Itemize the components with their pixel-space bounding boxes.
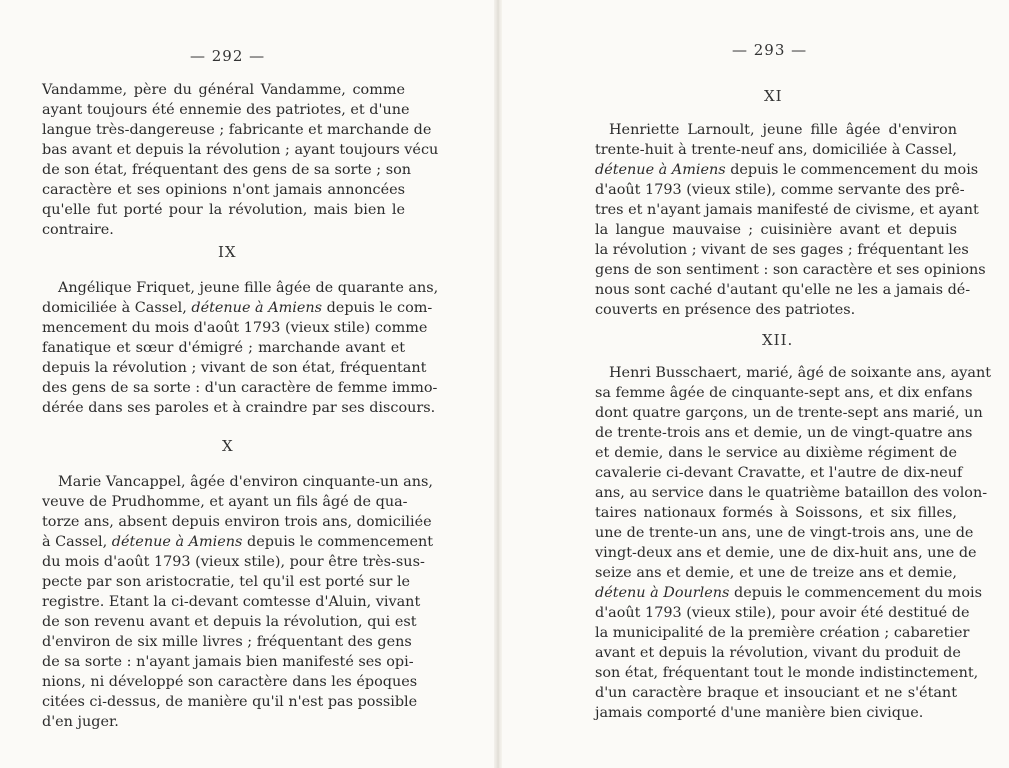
text-line: du mois d'août 1793 (vieux stile), pour être très-sus- — [42, 554, 425, 570]
text-line: depuis la révolution ; vivant de son état, fréquentant — [42, 360, 427, 376]
section-heading-xii: XII. — [762, 331, 794, 349]
text-line: contraire. — [42, 222, 114, 238]
italic-place: détenue à Amiens — [191, 300, 323, 316]
text-line: Henriette Larnoult, jeune fille âgée d'environ — [609, 122, 957, 138]
text-line: dérée dans ses paroles et à craindre par ses discours. — [42, 400, 436, 416]
text-line: détenu à Dourlens depuis le commencement du mois — [595, 585, 982, 601]
page-number-left: — 292 — — [190, 47, 266, 65]
text-line: seize ans et demie, et une de treize ans et demie, — [595, 565, 957, 581]
text-line: une de trente-un ans, une de vingt-trois ans, une de — [595, 525, 974, 541]
text-line: à Cassel, détenue à Amiens depuis le commencement — [42, 534, 434, 550]
text-line: dont quatre garçons, un de trente-sept ans marié, un — [595, 405, 983, 421]
text-line: trente-huit à trente-neuf ans, domiciliée à Cassel, — [595, 142, 958, 158]
text-line: son état, fréquentant tout le monde indistinctement, — [595, 665, 979, 681]
text-line: ans, au service dans le quatrième bataillon des volon- — [595, 485, 988, 501]
text-line: cavalerie ci-devant Cravatte, et l'autre de dix-neuf — [595, 465, 963, 481]
text-line: détenue à Amiens depuis le commencement du mois — [595, 162, 979, 178]
left-page — [0, 0, 490, 768]
right-page — [500, 0, 1009, 768]
text-line: caractère et ses opinions n'ont jamais annoncées — [42, 182, 405, 198]
text-line: des gens de sa sorte : d'un caractère de femme immo- — [42, 380, 438, 396]
text-line: citées ci-dessus, de manière qu'il n'est pas possible — [42, 694, 418, 710]
text-line: de son revenu avant et depuis la révolution, qui est — [42, 614, 417, 630]
text-line: domiciliée à Cassel, détenue à Amiens depuis le com- — [42, 300, 433, 316]
text-line: avant et depuis la révolution, vivant du produit de — [595, 645, 961, 661]
text-line: couverts en présence des patriotes. — [595, 302, 856, 318]
text-line: d'août 1793 (vieux stile), comme servante des prê- — [595, 182, 965, 198]
text-line: et demie, dans le service au dixième régiment de — [595, 445, 957, 461]
text-line: veuve de Prudhomme, et ayant un fils âgé de qua- — [42, 494, 408, 510]
text-line: mencement du mois d'août 1793 (vieux stile) comme — [42, 320, 428, 336]
text-line: pecte par son aristocratie, tel qu'il est porté sur le — [42, 574, 411, 590]
text-line: nions, ni développé son caractère dans les époques — [42, 674, 418, 690]
text-line: tres et n'ayant jamais manifesté de civisme, et ayant — [595, 202, 979, 218]
text-line: fanatique et sœur d'émigré ; marchande avant et — [42, 340, 405, 356]
text-line: vingt-deux ans et demie, une de dix-huit ans, une de — [595, 545, 977, 561]
text-line: Vandamme, père du général Vandamme, comme — [42, 82, 405, 98]
text-line: de sa sorte : n'ayant jamais bien manifesté ses opi- — [42, 654, 414, 670]
text-line: de trente-trois ans et demie, un de vingt-quatre ans — [595, 425, 973, 441]
text-line: d'un caractère braque et insouciant et ne s'étant — [595, 685, 957, 701]
section-heading-x: X — [222, 437, 234, 455]
italic-place: détenue à Amiens — [111, 534, 243, 550]
text-line: langue très-dangereuse ; fabricante et marchande de — [42, 122, 432, 138]
text-line: d'environ de six mille livres ; fréquentant des gens — [42, 634, 412, 650]
page-number-right: — 293 — — [732, 41, 808, 59]
text-line: la municipalité de la première création ; cabaretier — [595, 625, 970, 641]
text-line: la langue mauvaise ; cuisinière avant et depuis — [595, 222, 957, 238]
text-line: taires nationaux formés à Soissons, et six filles, — [595, 505, 957, 521]
text-line: ayant toujours été ennemie des patriotes, et d'une — [42, 102, 410, 118]
text-line: Angélique Friquet, jeune fille âgée de quarante ans, — [58, 280, 439, 296]
text-line: gens de son sentiment : son caractère et ses opinions — [595, 262, 986, 278]
text-line: bas avant et depuis la révolution ; ayant toujours vécu — [42, 142, 439, 158]
text-line: qu'elle fut porté pour la révolution, mais bien le — [42, 202, 405, 218]
text-line: d'en juger. — [42, 714, 119, 730]
text-line: torze ans, absent depuis environ trois ans, domiciliée — [42, 514, 432, 530]
italic-place: détenue à Amiens — [595, 162, 726, 178]
italic-place: détenu à Dourlens — [595, 585, 730, 601]
text-line: la révolution ; vivant de ses gages ; fréquentant les — [595, 242, 969, 258]
text-line: jamais comporté d'une manière bien civique. — [595, 705, 924, 721]
text-line: de son état, fréquentant des gens de sa sorte ; son — [42, 162, 412, 178]
text-line: d'août 1793 (vieux stile), pour avoir été destitué de — [595, 605, 970, 621]
section-heading-xi: XI — [764, 87, 783, 105]
text-line: Henri Busschaert, marié, âgé de soixante ans, ayant — [609, 365, 992, 381]
text-line: sa femme âgée de cinquante-sept ans, et dix enfans — [595, 385, 973, 401]
section-heading-ix: IX — [218, 243, 237, 261]
text-line: Marie Vancappel, âgée d'environ cinquante-un ans, — [58, 474, 433, 490]
text-line: nous sont caché d'autant qu'elle ne les a jamais dé- — [595, 282, 971, 298]
text-line: registre. Etant la ci-devant comtesse d'Aluin, vivant — [42, 594, 421, 610]
